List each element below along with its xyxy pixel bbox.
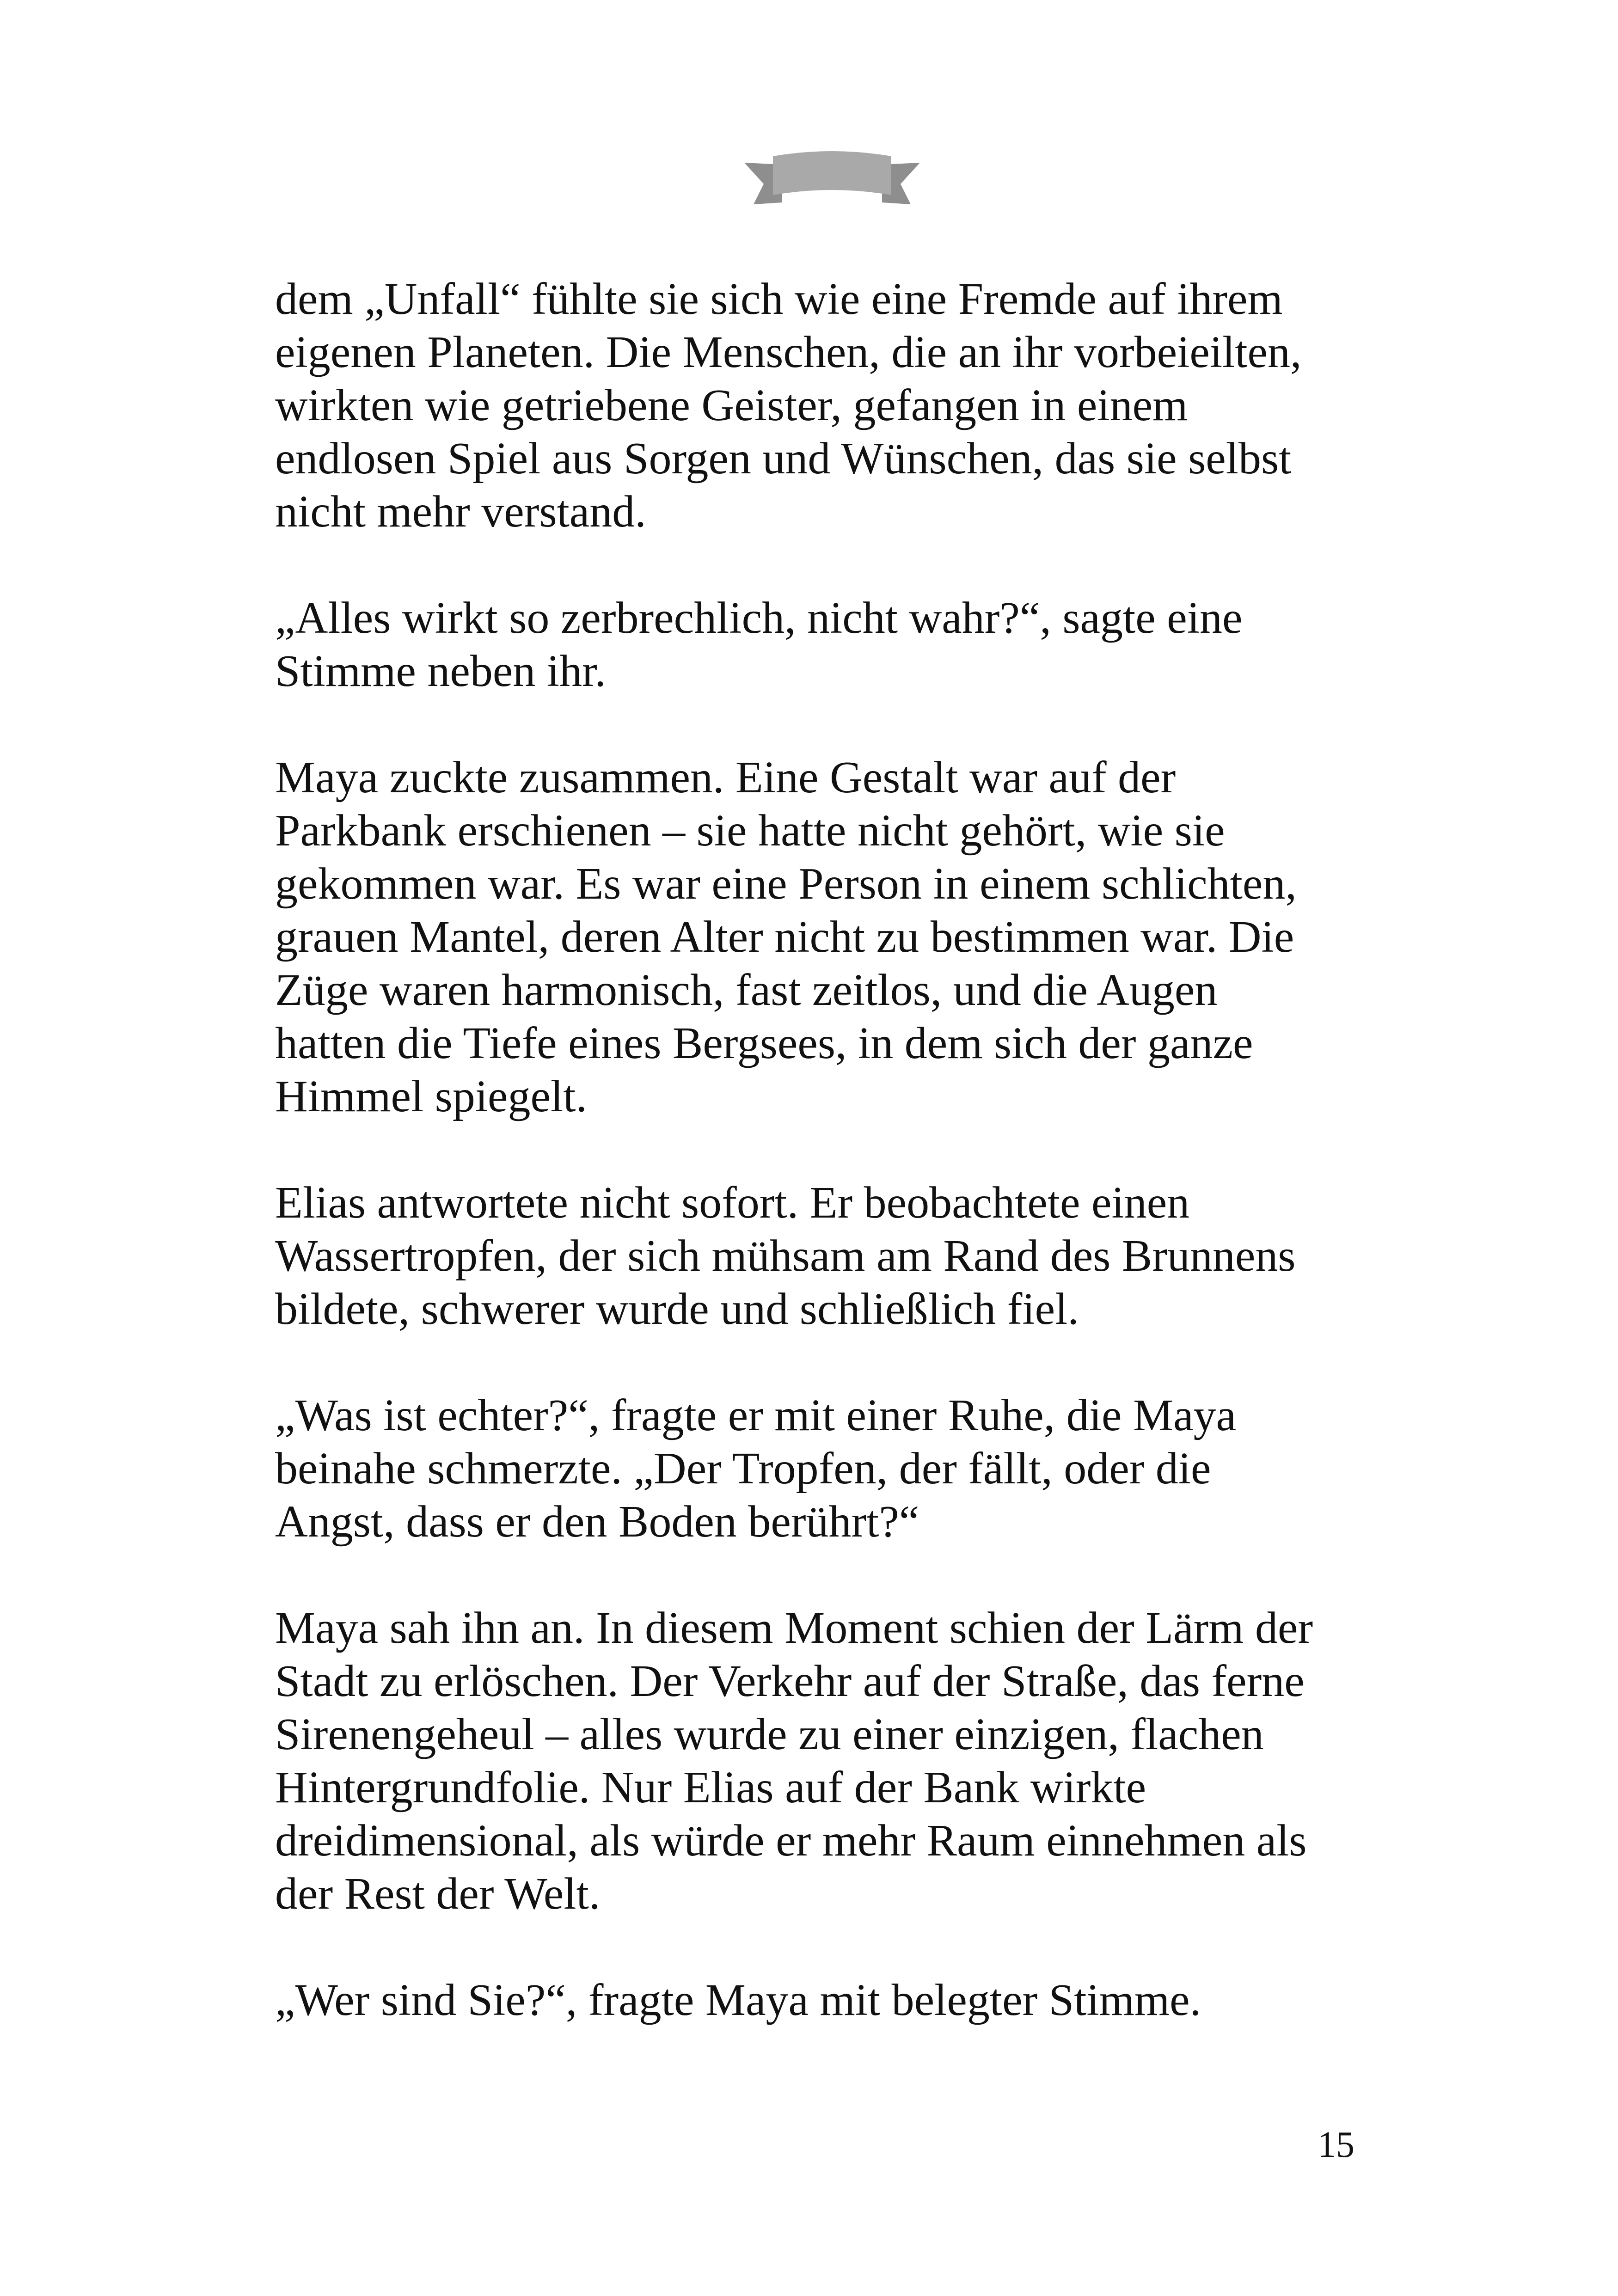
text-line: Züge waren harmonisch, fast zeitlos, und die Augen	[275, 965, 1218, 1015]
ribbon-banner-icon	[744, 148, 920, 213]
text-line: Stadt zu erlöschen. Der Verkehr auf der Straße, das ferne	[275, 1656, 1305, 1706]
text-line: eigenen Planeten. Die Menschen, die an ihr vorbeieilten,	[275, 327, 1302, 377]
text-line: Wassertropfen, der sich mühsam am Rand des Brunnens	[275, 1231, 1296, 1281]
paragraph	[275, 592, 1375, 698]
text-line: Stimme neben ihr.	[275, 646, 606, 696]
text-line: wirkten wie getriebene Geister, gefangen in einem	[275, 380, 1188, 430]
text-line: Maya sah ihn an. In diesem Moment schien der Lärm der	[275, 1603, 1313, 1653]
text-line: endlosen Spiel aus Sorgen und Wünschen, das sie selbst	[275, 434, 1292, 484]
paragraph	[275, 273, 1375, 539]
text-line: der Rest der Welt.	[275, 1869, 601, 1919]
text-line: Himmel spiegelt.	[275, 1071, 587, 1121]
paragraph	[275, 1389, 1375, 1549]
text-line: Angst, dass er den Boden berührt?“	[275, 1497, 919, 1547]
text-line: dreidimensional, als würde er mehr Raum einnehmen als	[275, 1816, 1307, 1866]
paragraph	[275, 1602, 1375, 1921]
text-line: nicht mehr verstand.	[275, 487, 646, 537]
text-line: „Was ist echter?“, fragte er mit einer Ruhe, die Maya	[275, 1390, 1237, 1440]
text-line: Sirenengeheul – alles wurde zu einer einzigen, flachen	[275, 1709, 1264, 1759]
paragraph	[275, 1974, 1375, 2027]
text-line: Elias antwortete nicht sofort. Er beobachtete einen	[275, 1178, 1190, 1228]
text-line: dem „Unfall“ fühlte sie sich wie eine Fremde auf ihrem	[275, 274, 1283, 324]
text-line: grauen Mantel, deren Alter nicht zu bestimmen war. Die	[275, 912, 1294, 962]
text-line: „Wer sind Sie?“, fragte Maya mit belegter Stimme.	[275, 1975, 1201, 2025]
text-line: gekommen war. Es war eine Person in einem schlichten,	[275, 859, 1297, 909]
paragraph	[275, 751, 1375, 1123]
text-line: beinahe schmerzte. „Der Tropfen, der fällt, oder die	[275, 1444, 1211, 1494]
text-line: „Alles wirkt so zerbrechlich, nicht wahr?“, sagte eine	[275, 593, 1243, 643]
text-line: Hintergrundfolie. Nur Elias auf der Bank wirkte	[275, 1763, 1146, 1812]
text-line: Maya zuckte zusammen. Eine Gestalt war auf der	[275, 753, 1176, 802]
page-number: 15	[1318, 2125, 1354, 2165]
paragraph	[275, 1176, 1375, 1336]
text-line: bildete, schwerer wurde und schließlich fiel.	[275, 1284, 1079, 1334]
text-line: hatten die Tiefe eines Bergsees, in dem sich der ganze	[275, 1018, 1253, 1068]
body-text	[275, 273, 1375, 2080]
ribbon-band	[773, 151, 891, 195]
text-line: Parkbank erschienen – sie hatte nicht gehört, wie sie	[275, 806, 1225, 856]
